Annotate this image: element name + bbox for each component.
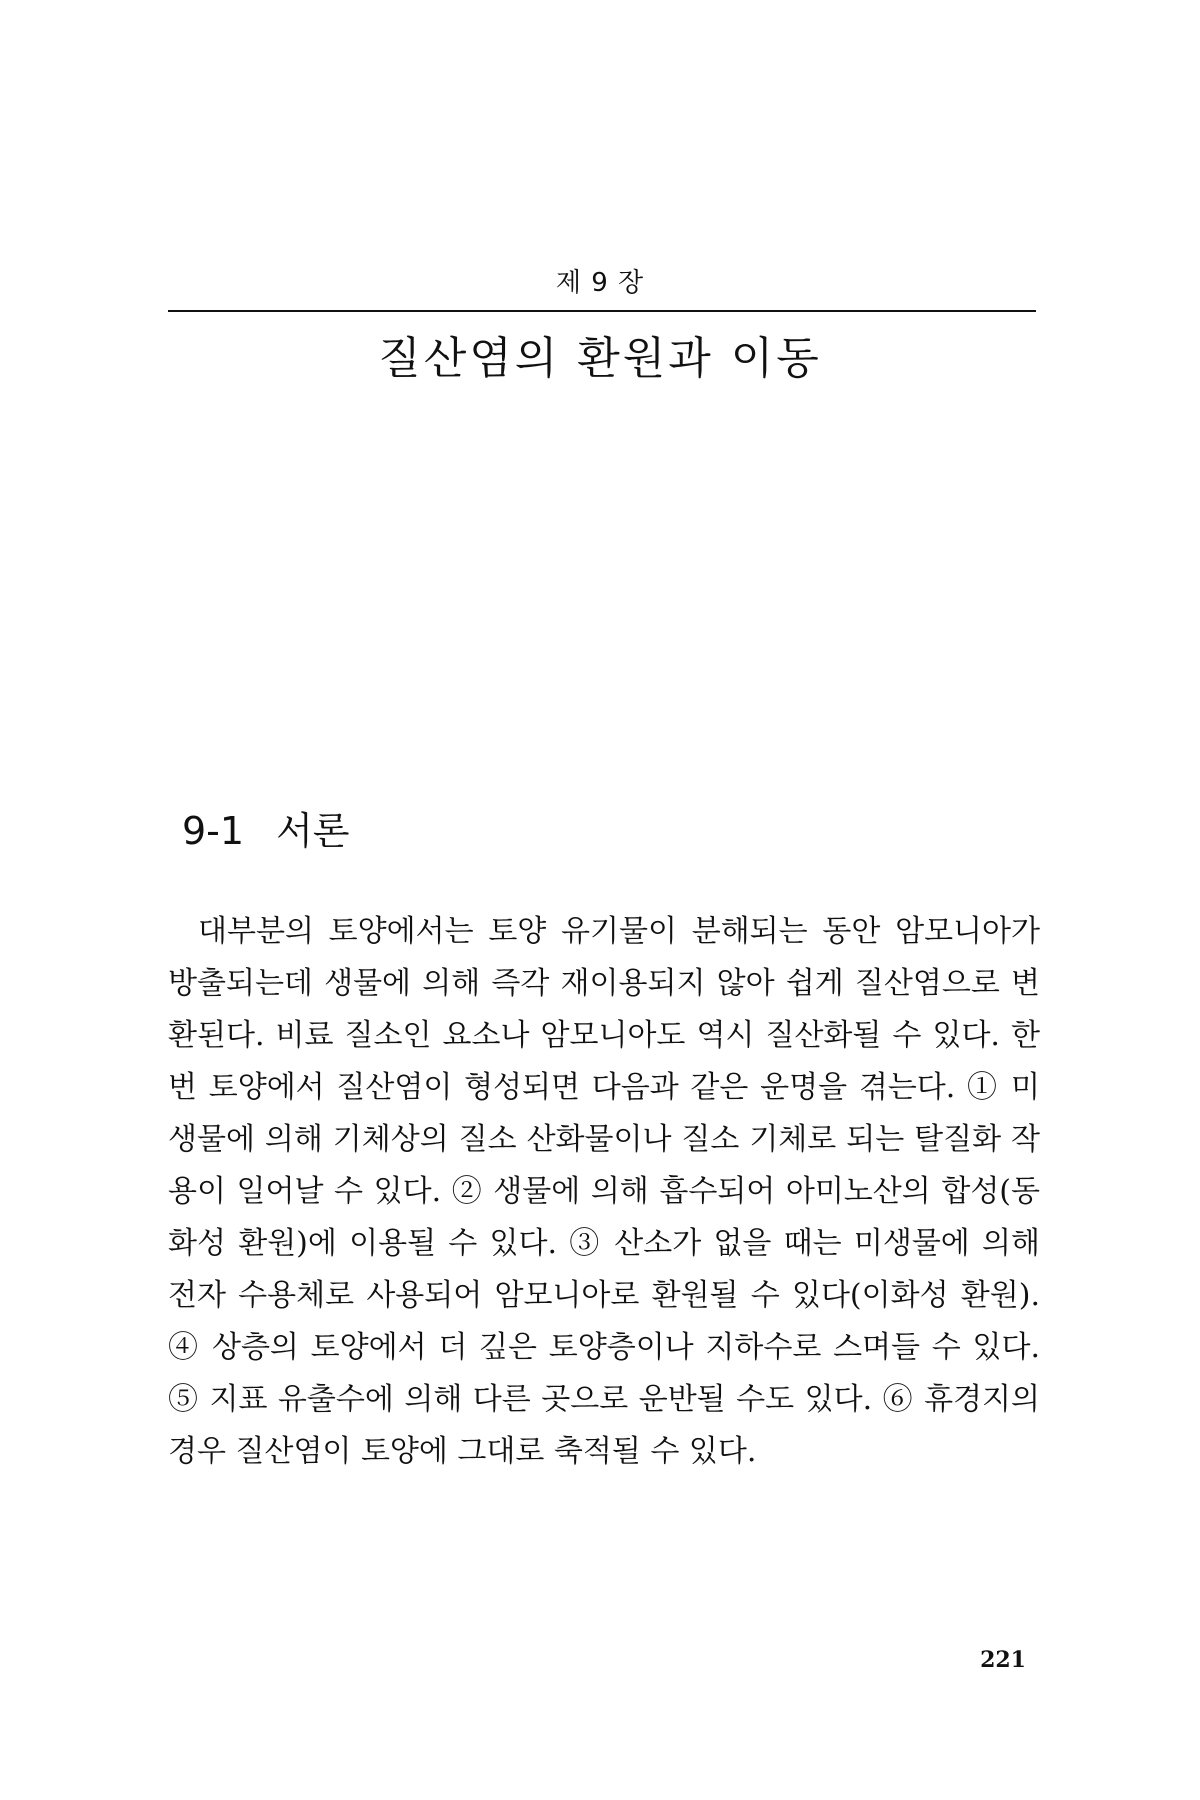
chapter-divider [168,310,1036,312]
chapter-label: 제 9 장 [555,268,645,298]
section-title: 서론 [276,809,350,853]
body-text [168,906,1040,1478]
section-number: 9-1 [182,809,245,853]
body-paragraph: 대부분의 토양에서는 토양 유기물이 분해되는 동안 암모니아가 방출되는데 생물에 의해 즉각 재이용되지 않아 쉽게 질산염으로 변환된다. 비료 질소인 요소나 암모니아도 역시 질산화될 수 있다. 한번 토양에서 질산염이 형성되면 다음과 같은 운명을 겪는다. ① 미생물에 의해 기체상의 질소 산화물이나 질소 기체로 되는 탈질화 작용이 일어날 수 있다. ② 생물에 의해 흡수되어 아미노산의 합성(동화성 환원)에 이용될 수 있다. ③ 산소가 없을 때는 미생물에 의해 전자 수용체로 사용되어 암모니아로 환원될 수 있다(이화성 환원). ④ 상층의 토양에서 더 깊은 토양층이나 지하수로 스며들 수 있다. ⑤ 지표 유출수에 의해 다른 곳으로 운반될 수도 있다. ⑥ 휴경지의 경우 질산염이 토양에 그대로 축적될 수 있다. [168,914,1040,1469]
section-heading [182,800,350,855]
chapter-title: 질산염의 환원과 이동 [378,333,822,384]
page-number: 221 [980,1647,1026,1673]
